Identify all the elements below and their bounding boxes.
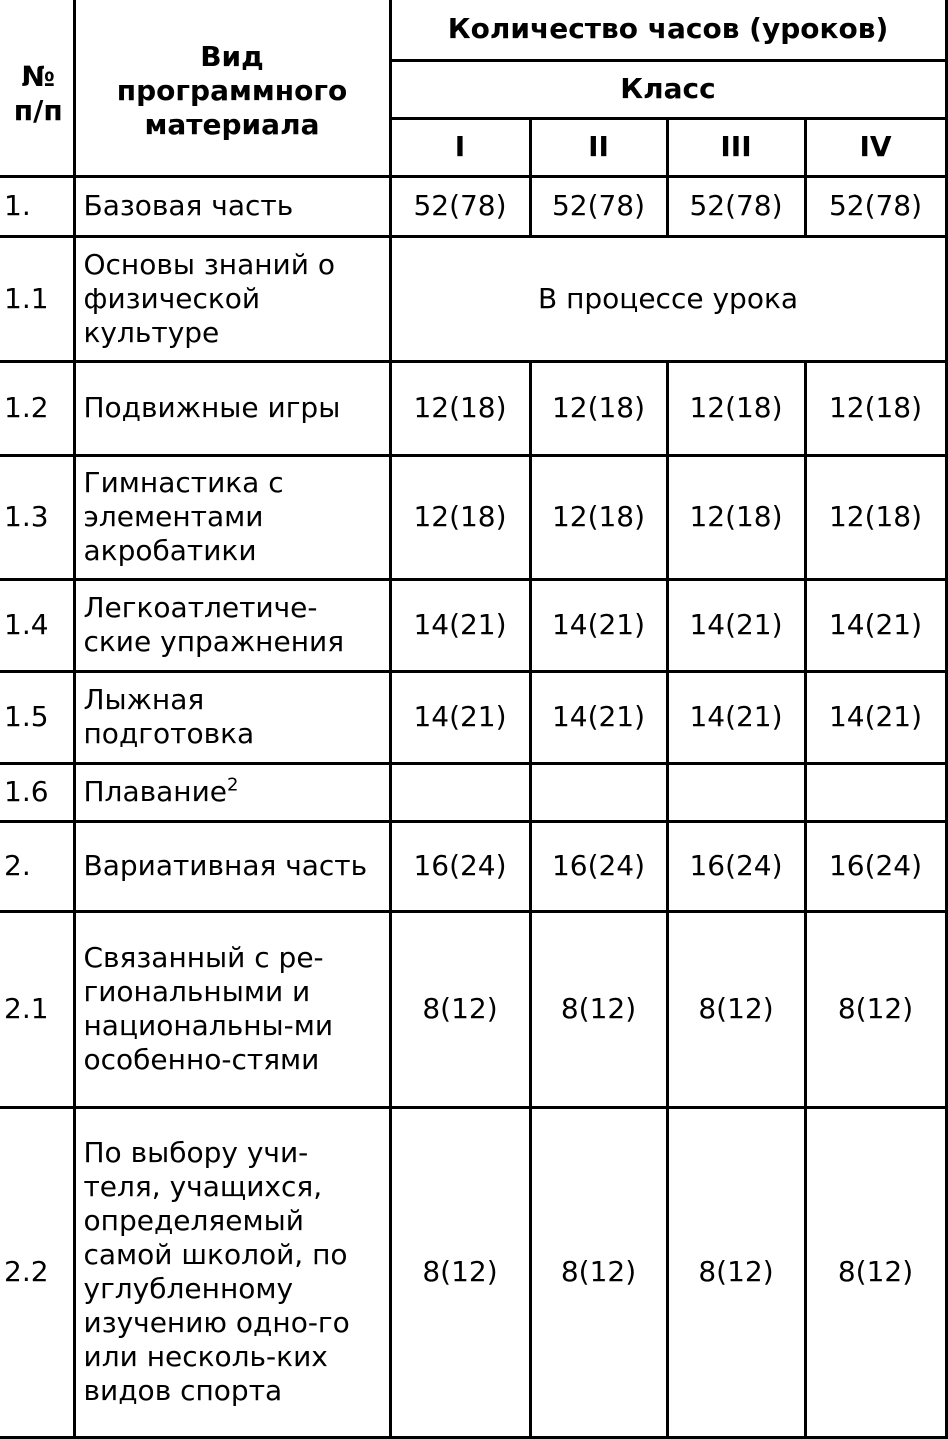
row-value: 14(21) <box>667 671 805 763</box>
row-value: 14(21) <box>390 671 530 763</box>
table-row <box>0 236 946 361</box>
table-row <box>0 361 946 455</box>
row-name: Базовая часть <box>74 176 390 236</box>
row-span-note: В процессе урока <box>390 236 946 361</box>
row-value <box>805 763 946 821</box>
header-class-2: II <box>530 118 667 176</box>
row-value: 52(78) <box>390 176 530 236</box>
header-class-3: III <box>667 118 805 176</box>
row-value: 8(12) <box>530 911 667 1107</box>
row-number: 1. <box>0 176 74 236</box>
row-value: 14(21) <box>530 579 667 671</box>
row-value: 12(18) <box>530 455 667 579</box>
row-value: 8(12) <box>805 911 946 1107</box>
row-value: 12(18) <box>667 361 805 455</box>
header-number-text: № п/п <box>13 60 63 127</box>
row-number: 2.1 <box>0 911 74 1107</box>
row-value: 12(18) <box>530 361 667 455</box>
row-name: По выбору учи-теля, учащихся, определяемый самой школой, по углубленному изучению одно-го или несколь-ких видов спорта <box>74 1107 390 1437</box>
table-row <box>0 911 946 1107</box>
row-value <box>390 763 530 821</box>
table-row <box>0 176 946 236</box>
row-value: 14(21) <box>805 671 946 763</box>
row-value: 16(24) <box>390 821 530 911</box>
row-value: 14(21) <box>530 671 667 763</box>
header-number <box>0 0 74 176</box>
row-name: Основы знаний о физической культуре <box>74 236 390 361</box>
row-value: 12(18) <box>805 455 946 579</box>
table-row <box>0 455 946 579</box>
row-number: 1.2 <box>0 361 74 455</box>
row-value: 8(12) <box>805 1107 946 1437</box>
table-row <box>0 1107 946 1437</box>
header-class-4: IV <box>805 118 946 176</box>
row-value: 8(12) <box>667 1107 805 1437</box>
table-row <box>0 671 946 763</box>
row-name: Лыжная подготовка <box>74 671 390 763</box>
table-row <box>0 763 946 821</box>
row-value: 14(21) <box>805 579 946 671</box>
row-value: 14(21) <box>390 579 530 671</box>
row-number: 2. <box>0 821 74 911</box>
row-value: 8(12) <box>530 1107 667 1437</box>
header-class-1: I <box>390 118 530 176</box>
row-number: 1.4 <box>0 579 74 671</box>
row-number: 1.3 <box>0 455 74 579</box>
row-value: 8(12) <box>667 911 805 1107</box>
row-value: 8(12) <box>390 1107 530 1437</box>
row-name: Вариативная часть <box>74 821 390 911</box>
row-value: 52(78) <box>530 176 667 236</box>
row-name <box>74 763 390 821</box>
row-value: 52(78) <box>667 176 805 236</box>
row-number: 1.6 <box>0 763 74 821</box>
row-value: 12(18) <box>667 455 805 579</box>
row-value: 16(24) <box>667 821 805 911</box>
row-name: Подвижные игры <box>74 361 390 455</box>
header-hours: Количество часов (уроков) <box>390 0 946 60</box>
row-value: 12(18) <box>805 361 946 455</box>
row-name-text: Плавание <box>83 775 227 808</box>
row-value <box>667 763 805 821</box>
row-value: 16(24) <box>805 821 946 911</box>
row-value: 12(18) <box>390 361 530 455</box>
row-number: 1.5 <box>0 671 74 763</box>
table-row <box>0 821 946 911</box>
row-number: 1.1 <box>0 236 74 361</box>
row-value <box>530 763 667 821</box>
row-value: 52(78) <box>805 176 946 236</box>
row-value: 12(18) <box>390 455 530 579</box>
row-name: Гимнастика с элементами акробатики <box>74 455 390 579</box>
row-name: Легкоатлетиче-ские упражнения <box>74 579 390 671</box>
row-number: 2.2 <box>0 1107 74 1437</box>
header-material-type <box>74 0 390 176</box>
row-value: 8(12) <box>390 911 530 1107</box>
header-material-type-text: Вид программного материала <box>116 40 348 141</box>
row-value: 14(21) <box>667 579 805 671</box>
header-class: Класс <box>390 60 946 118</box>
row-name: Связанный с ре-гиональными и национальны-ми особенно-стями <box>74 911 390 1107</box>
footnote-marker: 2 <box>227 774 239 796</box>
row-value: 16(24) <box>530 821 667 911</box>
table-row <box>0 579 946 671</box>
